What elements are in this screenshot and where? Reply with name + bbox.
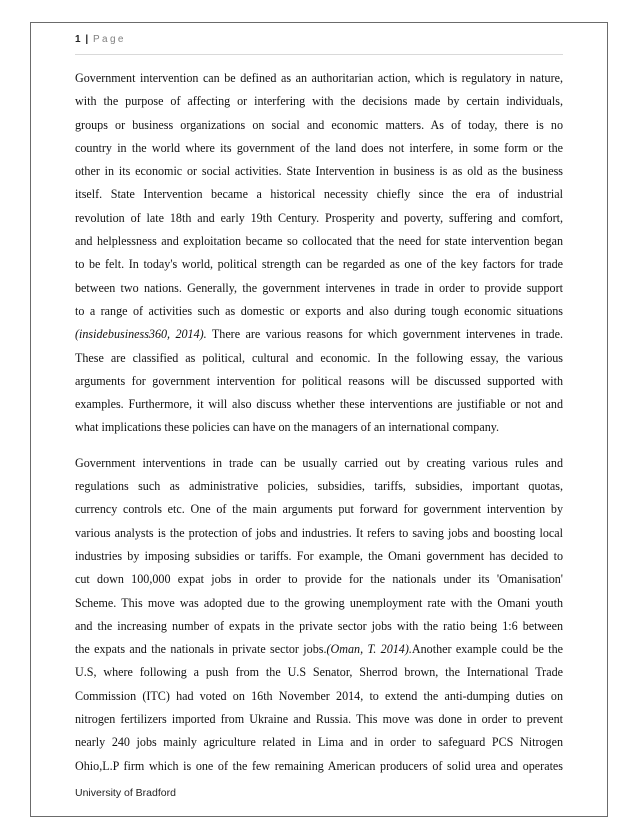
text-line: currency controls etc. One of the main arguments put forward for government intervention by [75, 502, 563, 517]
text-line: Scheme. This move was adopted due to the growing unemployment rate with the Omani youth [75, 595, 563, 610]
text-line: revolution of late 18th and early 19th Century. Prosperity and poverty, suffering and comfort, [75, 210, 563, 225]
text-line: regulations such as administrative policies, subsidies, tariffs, subsidies, important quotas, [75, 479, 563, 494]
text-line: groups or business organizations on social and economic matters. As of today, there is no [75, 117, 563, 132]
text-line: Government intervention can be defined as an authoritarian action, which is regulatory in nature, [75, 71, 563, 85]
text-line: industries by imposing subsidies or tariffs. For example, the Omani government has decided to [75, 548, 563, 563]
text-line: itself. State Intervention became a historical necessity chiefly since the era of industrial [75, 187, 563, 202]
text-fragment: There are various reasons for which government intervenes in trade. [206, 327, 563, 342]
page-label: Page [92, 34, 126, 45]
page-number: 1 [75, 34, 81, 45]
text-line: to a range of activities such as domestic or exports and also during tough economic situations [75, 303, 563, 318]
paragraph-spacing [75, 440, 563, 452]
text-line-with-citation [75, 638, 563, 661]
page-header [75, 34, 563, 55]
text-line: with the purpose of affecting or interfering with the decisions made by certain individuals, [75, 94, 563, 109]
text-line: between two nations. Generally, the government intervenes in trade in order to provide support [75, 280, 563, 295]
text-line: and helplessness and exploitation became so collocated that the need for state intervention began [75, 234, 563, 249]
text-line: Ohio,L.P firm which is one of the few remaining American producers of solid urea and operates [75, 758, 563, 773]
text-line: other in its economic or social activities. State Intervention in business is as old as the business [75, 164, 563, 179]
header-separator: | [85, 34, 89, 45]
paragraph-2 [75, 452, 563, 778]
text-line: U.S, where following a push from the U.S Senator, Sherrod brown, the International Trade [75, 665, 563, 680]
text-line: Commission (ITC) had voted on 16th November 2014, to extend the anti-dumping duties on [75, 688, 563, 703]
text-line: examples. Furthermore, it will also discuss whether these interventions are justifiable or not and [75, 397, 563, 412]
citation: (Oman, T. 2014). [326, 642, 412, 657]
text-line: arguments for government intervention for political reasons will be discussed supported with [75, 373, 563, 388]
text-line: cut down 100,000 expat jobs in order to provide for the nationals under its 'Omanisation' [75, 572, 563, 587]
citation: (insidebusiness360, 2014). [75, 327, 207, 342]
text-fragment: the expats and the nationals in private sector jobs. [75, 642, 327, 657]
paragraph-1 [75, 67, 563, 440]
text-fragment: Another example could be the [411, 642, 563, 657]
text-line: nearly 240 jobs mainly agriculture related in Lima and in order to safeguard PCS Nitrogen [75, 735, 563, 750]
text-line: Government interventions in trade can be usually carried out by creating various rules and [75, 455, 563, 470]
text-line: nitrogen fertilizers imported from Ukraine and Russia. This move was done in order to prevent [75, 712, 563, 727]
text-line: to be felt. In today's world, political strength can be regarded as one of the key factors for trade [75, 257, 563, 272]
text-line: and the increasing number of expats in the private sector jobs with the ratio being 1:6 between [75, 618, 563, 633]
text-line-with-citation [75, 323, 563, 346]
text-line: various analysts is the protection of jobs and industries. It refers to saving jobs and boosting local [75, 525, 563, 540]
page-footer: University of Bradford [75, 787, 176, 799]
text-line: what implications these policies can have on the managers of an international company. [75, 420, 500, 435]
text-line: These are classified as political, cultural and economic. In the following essay, the various [75, 350, 563, 365]
body-text [75, 67, 563, 778]
text-line: country in the world where its government of the land does not interfere, in some form or the [75, 140, 563, 155]
